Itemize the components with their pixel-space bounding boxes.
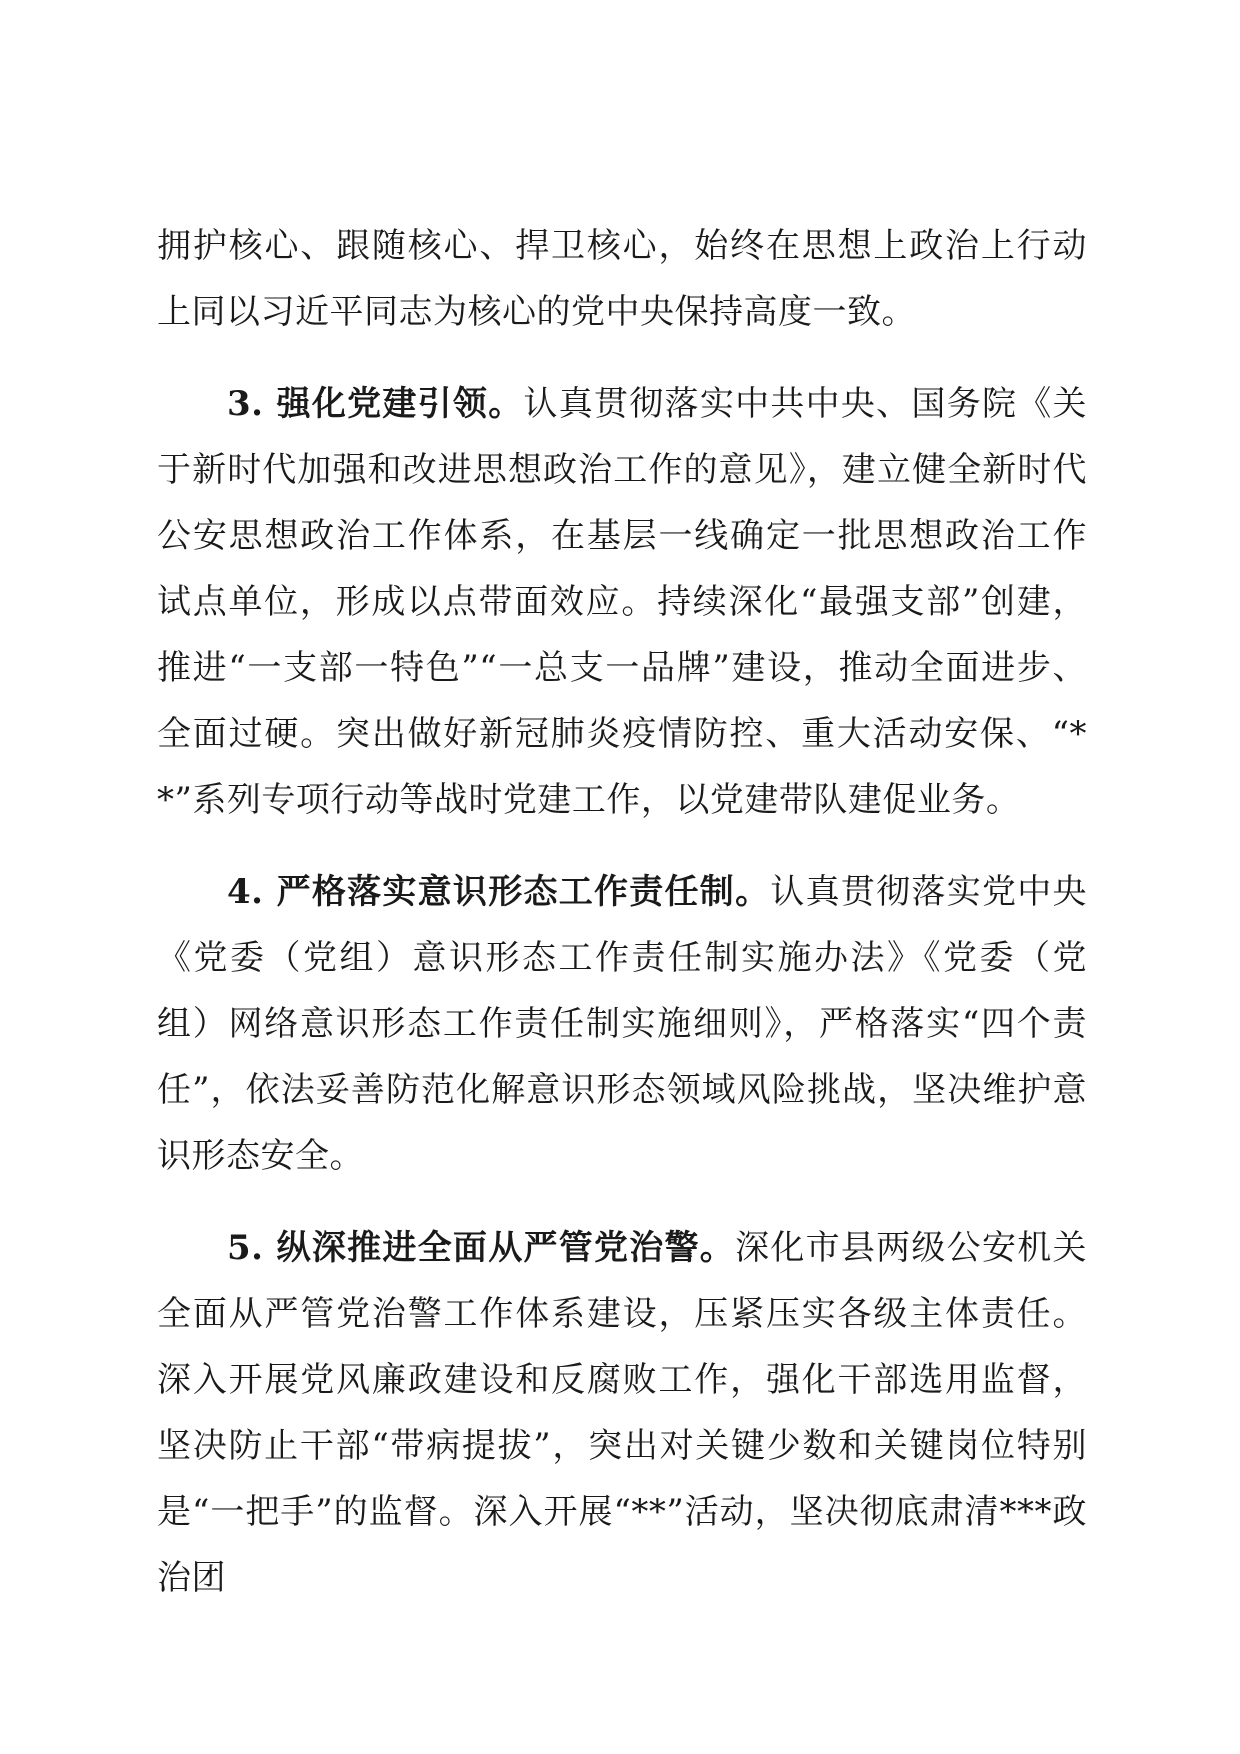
document-body	[157, 213, 1087, 1611]
paragraph-item-3	[157, 371, 1087, 833]
paragraph-continuation	[157, 213, 1087, 345]
paragraph-heading: 5. 纵深推进全面从严管党治警。	[227, 1228, 736, 1268]
paragraph-body: 认真贯彻落实中共中央、国务院《关于新时代加强和改进思想政治工作的意见》，建立健全新时代公安思想政治工作体系，在基层一线确定一批思想政治工作试点单位，形成以点带面效应。持续深化“最强支部”创建，推进“一支部一特色”“一总支一品牌”建设，推动全面进步、全面过硬。突出做好新冠肺炎疫情防控、重大活动安保、“**”系列专项行动等战时党建工作，以党建带队建促业务。	[157, 384, 1087, 820]
paragraph-body: 拥护核心、跟随核心、捍卫核心，始终在思想上政治上行动上同以习近平同志为核心的党中央保持高度一致。	[157, 226, 1087, 332]
paragraph-body: 认真贯彻落实党中央《党委（党组）意识形态工作责任制实施办法》《党委（党组）网络意识形态工作责任制实施细则》，严格落实“四个责任”，依法妥善防范化解意识形态领域风险挑战，坚决维护意识形态安全。	[157, 872, 1088, 1176]
paragraph-body: 深化市县两级公安机关全面从严管党治警工作体系建设，压紧压实各级主体责任。深入开展党风廉政建设和反腐败工作，强化干部选用监督，坚决防止干部“带病提拔”，突出对关键少数和关键岗位特别是“一把手”的监督。深入开展“**”活动，坚决彻底肃清***政治团	[157, 1228, 1087, 1598]
paragraph-heading: 4. 严格落实意识形态工作责任制。	[227, 872, 771, 912]
paragraph-item-4	[157, 859, 1087, 1189]
paragraph-heading: 3. 强化党建引领。	[227, 384, 524, 424]
paragraph-item-5	[157, 1215, 1087, 1611]
